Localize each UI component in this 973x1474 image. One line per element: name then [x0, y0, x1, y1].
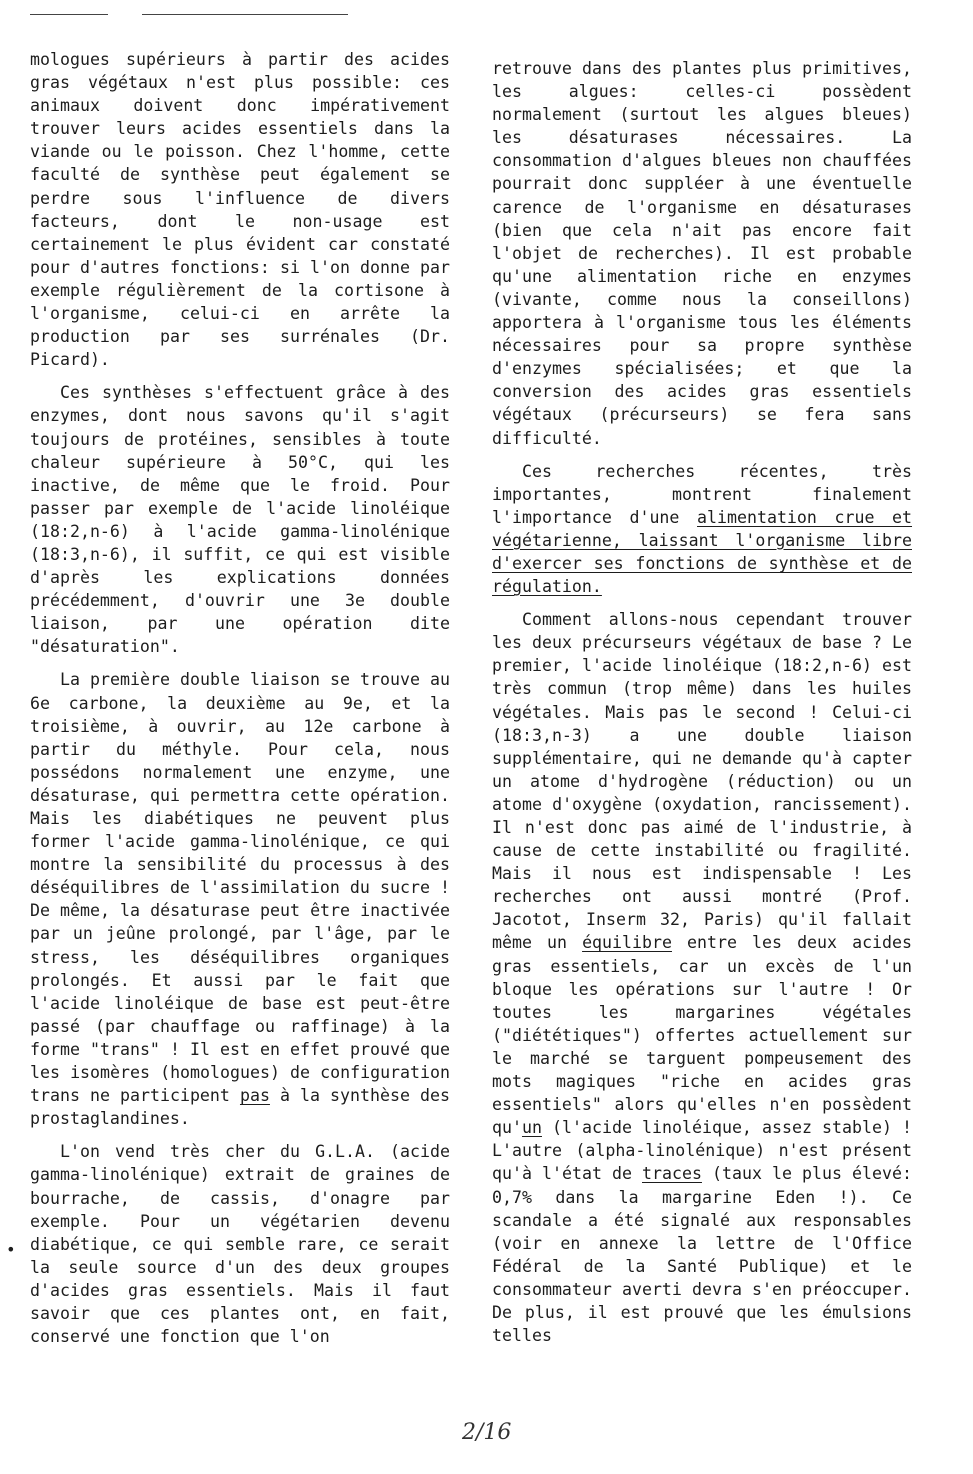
left-column: [30, 48, 450, 1358]
underlined-text: alimentation crue et végétarienne, laissant l'organisme libre d'exercer ses fonctions de synthèse et de régulation.: [492, 507, 913, 597]
underlined-text: traces: [642, 1164, 702, 1184]
text-run: Ces recherches récentes, très importantes, montrent finalement l'importance d'une: [492, 461, 912, 527]
paragraph: [492, 608, 912, 1347]
text-run: La première double liaison se trouve au 6e carbone, la deuxième au 9e, et la troisième, à ouvrir, au 12e carbone à partir du méthyle. Pour cela, nous possédons normalement une enzyme, une désaturase, qui permettra cette opération. Mais les diabétiques ne peuvent plus former l'acide gamma-linolénique, ce qui montre la sensibilité du processus à des déséquilibres de l'assimilation du sucre ! De même, la désaturase peut être inactivée par un jeûne prolongé, par l'âge, par le stress, les déséquilibres organiques prolongés. Et aussi par le fait que l'acide linoléique de base est peut-être passé (par chauffage ou raffinage) à la forme "trans" ! Il est en effet prouvé que les isomères (homologues) de configuration trans ne participent: [30, 670, 450, 1106]
right-column: [492, 57, 912, 1357]
paragraph: [492, 460, 912, 599]
text-run: entre les deux acides gras essentiels, car un excès de l'un bloque les opérations sur l'autre ! Or toutes les margarines végétales ("diététiques") offertes actuellement sur le marché se targuent pompeusement des mots magiques "riche en acides gras essentiels" alors qu'elles n'en possèdent qu': [492, 933, 913, 1138]
top-rule: [142, 14, 348, 15]
underlined-text: équilibre: [582, 933, 672, 953]
text-run: à la synthèse des prostaglandines.: [30, 1086, 450, 1129]
paragraph: [30, 668, 450, 1130]
underlined-text: un: [521, 1118, 542, 1138]
text-run: (taux le plus élevé: 0,7% dans la margarine Eden !). Ce scandale a été signalé aux responsables (voir en annexe la lettre de l'Office Fédéral de la Santé Publique) et le consommateur averti devra s'en préoccuper. De plus, il est prouvé que les émulsions telles: [492, 1164, 912, 1346]
underlined-text: pas: [239, 1086, 270, 1106]
text-run: (l'acide linoléique, assez stable) ! L'autre (alpha-linolénique) n'est présent qu'à l'état de: [492, 1118, 912, 1184]
paragraph: retrouve dans des plantes plus primitives, les algues: celles-ci possèdent normalement (surtout les algues bleues) les désaturases nécessaires. La consommation d'algues bleues non chauffées pourrait donc suppléer à une éventuelle carence de l'organisme en désaturases (bien que cela n'ait pas encore fait l'objet de recherches). Il est probable qu'une alimentation riche en enzymes (vivante, comme nous la conseillons) apportera à l'organisme tous les éléments nécessaires pour sa propre synthèse d'enzymes spécialisées; et que la conversion des acides gras essentiels végétaux (précurseurs) se fera sans difficulté.: [492, 59, 912, 448]
text-run: Comment allons-nous cependant trouver les deux précurseurs végétaux de base ? Le premier, l'acide linoléique (18:2,n-6) est très commun (trop même) dans les huiles végétales. Mais pas le second ! Celui-ci (18:3,n-3) a une double liaison supplémentaire, qui ne demande qu'à capter un atome d'hydrogène (réduction) ou un atome d'oxygène (oxydation, rancissement). Il n'est donc pas aimé de l'industrie, à cause de cette instabilité ou fragilité. Mais il nous est indispensable ! Les recherches ont aussi montré (Prof. Jacotot, Inserm 32, Paris) qu'il fallait même un: [492, 610, 912, 953]
page-number: 2/16: [462, 1420, 512, 1445]
margin-dot: •: [6, 1240, 16, 1259]
paragraph: L'on vend très cher du G.L.A. (acide gamma-linolénique) extrait de graines de bourrache, de cassis, d'onagre par exemple. Pour un végétarien devenu diabétique, ce qui semble rare, ce serait la seule source d'un des deux groupes d'acides gras essentiels. Mais il faut savoir que ces plantes ont, en fait, conservé une fonction que l'on: [30, 1142, 450, 1347]
paragraph: mologues supérieurs à partir des acides gras végétaux n'est plus possible: ces animaux doivent donc impérativement trouver leurs acides essentiels dans la viande ou le poisson. Chez l'homme, cette faculté de synthèse peut également se perdre sous l'influence de divers facteurs, dont le non-usage est certainement le plus évident car constaté pour d'autres fonctions: si l'on donne par exemple régulièrement de la cortisone à l'organisme, celui-ci en arrête la production par ses surrénales (Dr. Picard).: [30, 50, 450, 370]
top-rule: [30, 14, 108, 15]
paragraph: Ces synthèses s'effectuent grâce à des enzymes, dont nous savons qu'il s'agit toujours de protéines, sensibles à toute chaleur supérieure à 50°C, qui les inactive, de même que le froid. Pour passer par exemple de l'acide linoléique (18:2,n-6) à l'acide gamma-linolénique (18:3,n-6), il suffit, ce qui est visible d'après les explications données précédemment, d'ouvrir une 3e double liaison, par une opération dite "désaturation".: [30, 383, 450, 657]
